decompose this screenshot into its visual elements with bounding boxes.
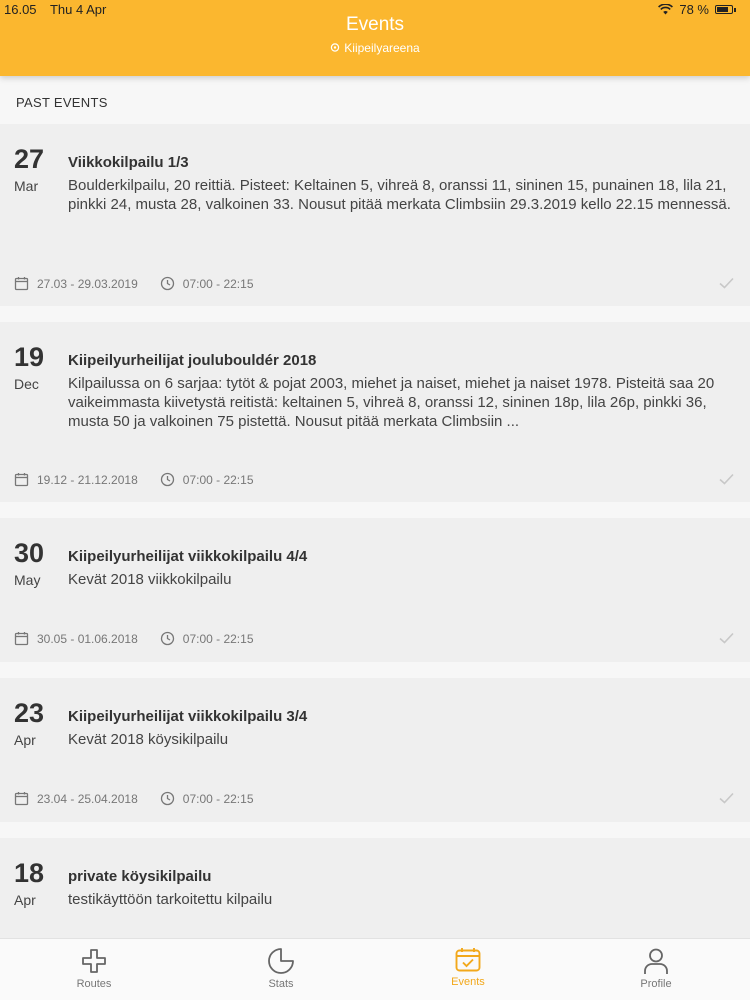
calendar-icon bbox=[14, 631, 29, 646]
checkmark-icon bbox=[719, 277, 734, 289]
event-day: 27 bbox=[14, 144, 45, 174]
calendar-icon bbox=[14, 276, 29, 291]
event-card[interactable] bbox=[0, 678, 750, 822]
location-selector[interactable] bbox=[0, 41, 750, 55]
status-time: 16.05 bbox=[4, 2, 37, 17]
event-meta bbox=[14, 276, 276, 291]
calendar-icon bbox=[14, 791, 29, 806]
event-month: Apr bbox=[14, 892, 36, 908]
event-meta bbox=[14, 631, 276, 646]
event-card[interactable] bbox=[0, 518, 750, 662]
checkmark-icon bbox=[719, 473, 734, 485]
event-description: Boulderkilpailu, 20 reittiä. Pisteet: Keltainen 5, vihreä 8, oranssi 11, sininen 15, punainen 18, lila 21, pinkki 24, musta 28, valkoinen 33. Nousut pitää merkata Climbsiin 29.3.2019 kello 22.15 mennessä. bbox=[68, 177, 731, 213]
event-description: testikäyttöön tarkoitettu kilpailu bbox=[68, 891, 273, 908]
event-month: May bbox=[14, 572, 41, 588]
event-card[interactable] bbox=[0, 838, 750, 938]
status-date: Thu 4 Apr bbox=[49, 2, 107, 17]
battery-icon bbox=[715, 5, 733, 14]
location-name: Kiipeilyareena bbox=[344, 41, 420, 55]
tab-label: Profile bbox=[640, 978, 672, 990]
event-title: Viikkokilpailu 1/3 bbox=[68, 154, 189, 171]
calendar-icon bbox=[454, 947, 482, 973]
event-meta bbox=[14, 472, 276, 487]
page-title: Events bbox=[345, 14, 405, 35]
location-pin-icon bbox=[330, 43, 340, 54]
event-month: Apr bbox=[14, 732, 36, 748]
tab-routes[interactable] bbox=[44, 947, 144, 990]
clock-icon bbox=[160, 631, 175, 646]
event-card[interactable] bbox=[0, 124, 750, 306]
event-month: Dec bbox=[14, 376, 39, 392]
checkmark-icon bbox=[719, 792, 734, 804]
event-description: Kilpailussa on 6 sarjaa: tytöt & pojat 2003, miehet ja naiset, miehet ja naiset 1978. Pisteitä saa 20 vaikeimmasta kiivetystä reitistä: keltainen 5, vihreä 8, oranssi 12, sininen 18p, lila 26p, pinkki 36, musta 50 ja valkoinen 75 pistettä. Nousut pitää merkata Climbsiin ... bbox=[68, 375, 715, 430]
event-day: 18 bbox=[14, 858, 45, 888]
event-time: 07:00 - 22:15 bbox=[182, 472, 254, 487]
tab-label: Routes bbox=[76, 978, 112, 990]
event-time: 07:00 - 22:15 bbox=[182, 791, 254, 806]
checkmark-icon bbox=[719, 632, 734, 644]
tab-label: Stats bbox=[268, 978, 294, 990]
event-meta bbox=[14, 791, 276, 806]
event-day: 19 bbox=[14, 342, 45, 372]
event-dates: 27.03 - 29.03.2019 bbox=[37, 276, 138, 291]
event-day: 23 bbox=[14, 698, 45, 728]
event-dates: 19.12 - 21.12.2018 bbox=[37, 472, 138, 487]
clock-icon bbox=[160, 791, 175, 806]
tab-stats[interactable] bbox=[231, 947, 331, 990]
event-title: Kiipeilyurheilijat viikkokilpailu 3/4 bbox=[68, 708, 308, 725]
event-dates: 30.05 - 01.06.2018 bbox=[37, 631, 138, 646]
clock-icon bbox=[160, 472, 175, 487]
tab-events[interactable] bbox=[418, 947, 518, 988]
plus-icon bbox=[80, 947, 108, 975]
tab-profile[interactable] bbox=[606, 947, 706, 990]
event-dates: 23.04 - 25.04.2018 bbox=[37, 791, 138, 806]
event-description: Kevät 2018 köysikilpailu bbox=[68, 731, 229, 748]
pie-icon bbox=[267, 947, 295, 975]
event-card[interactable] bbox=[0, 322, 750, 502]
event-title: Kiipeilyurheilijat joulubouldér 2018 bbox=[68, 352, 317, 369]
battery-percent: 78 % bbox=[679, 2, 709, 17]
event-title: private köysikilpailu bbox=[68, 868, 212, 885]
person-icon bbox=[642, 947, 670, 975]
tab-label: Events bbox=[451, 976, 485, 988]
app-header bbox=[0, 0, 750, 76]
tab-bar bbox=[0, 938, 750, 1000]
event-description: Kevät 2018 viikkokilpailu bbox=[68, 571, 232, 588]
event-month: Mar bbox=[14, 178, 39, 194]
event-title: Kiipeilyurheilijat viikkokilpailu 4/4 bbox=[68, 548, 308, 565]
event-time: 07:00 - 22:15 bbox=[182, 276, 254, 291]
section-heading: PAST EVENTS bbox=[16, 95, 108, 110]
event-time: 07:00 - 22:15 bbox=[182, 631, 254, 646]
calendar-icon bbox=[14, 472, 29, 487]
clock-icon bbox=[160, 276, 175, 291]
event-day: 30 bbox=[14, 538, 45, 568]
